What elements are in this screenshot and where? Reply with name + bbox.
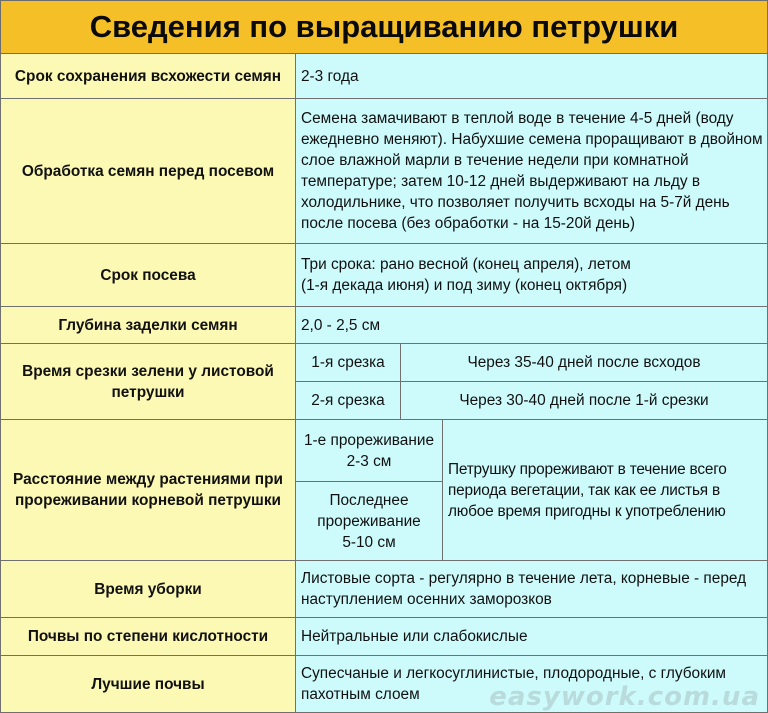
best-soils-label: Лучшие почвы (0, 656, 296, 713)
sowing-time-label: Срок посева (0, 244, 296, 307)
germination-label: Срок сохранения всхожести семян (0, 54, 296, 99)
cutting-second-value: Через 30-40 дней после 1-й срезки (401, 382, 768, 420)
soil-acidity-label: Почвы по степени кислотности (0, 618, 296, 656)
sowing-time-value (296, 244, 768, 307)
soil-acidity-value: Нейтральные или слабокислые (296, 618, 768, 656)
cutting-first-name: 1-я срезка (296, 344, 401, 382)
seed-depth-label: Глубина заделки семян (0, 307, 296, 344)
table-title: Сведения по выращиванию петрушки (0, 0, 768, 54)
harvest-label: Время уборки (0, 561, 296, 618)
best-soils-value: Супесчаные и легкосуглинистые, плодородные, с глубоким пахотным слоем (296, 656, 768, 713)
cutting-first-value: Через 35-40 дней после всходов (401, 344, 768, 382)
spacing-label: Расстояние между растениями при прореживании корневой петрушки (0, 420, 296, 561)
sowing-time-line-2: (1-я декада июня) и под зиму (конец октября) (301, 277, 628, 294)
germination-value: 2-3 года (296, 54, 768, 99)
sowing-time-line-1: Три срока: рано весной (конец апреля), летом (301, 256, 631, 273)
spacing-note: Петрушку прореживают в течение всего периода вегетации, так как ее листья в любое время пригодны к употреблению (443, 420, 768, 561)
seed-treatment-label: Обработка семян перед посевом (0, 99, 296, 244)
watermark: easywork.com.ua (489, 682, 760, 712)
cutting-second-name: 2-я срезка (296, 382, 401, 420)
spacing-last-thinning: Последнее прореживание 5-10 см (296, 482, 443, 561)
harvest-value: Листовые сорта - регулярно в течение лета, корневые - перед наступлением осенних заморозков (296, 561, 768, 618)
seed-depth-value: 2,0 - 2,5 см (296, 307, 768, 344)
seed-treatment-value: Семена замачивают в теплой воде в течение 4-5 дней (воду ежедневно меняют). Набухшие семена проращивают в двойном слое влажной марли в течение недели при комнатной температуре; затем 10-12 дней выдерживают на льду в холодильнике, что позволяет получить всходы на 5-7й день после посева (без обработки - на 15-20й день) (296, 99, 768, 244)
cutting-label: Время срезки зелени у листовой петрушки (0, 344, 296, 420)
spacing-first-thinning: 1-е прореживание 2-3 см (296, 420, 443, 482)
